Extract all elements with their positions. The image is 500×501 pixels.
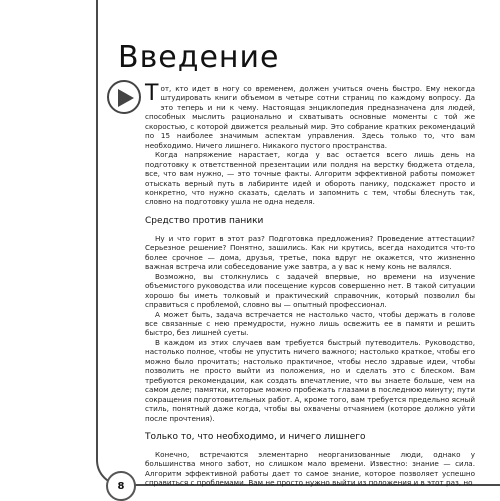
section-heading-panic: Средство против паники	[145, 215, 264, 226]
intro-paragraph-1: Тот, кто идет в ногу со временем, должен учиться очень быстро. Ему некогда штудировать книги объемом в четыре сотни страниц по каждому вопросу. Да это теперь и ни к чему. Настоящая энциклопедия предназначена для людей, способных мыслить рационально и схватывать основные моменты с той же скоростью, с которой движется реальный мир. Это собрание кратких рекомендаций по 15 наиболее значимым аспектам управления. Здесь только то, что вам необходимо. Ничего лишнего. Никакого пустого пространства.	[145, 81, 475, 150]
intro-paragraph-2: Когда напряжение нарастает, когда у вас остается всего лишь день на подготовку к ответственной презентации или полдня на верстку бюджета отдела, все, что вам нужно, — это точные факты. Алгоритм эффективной работы поможет отыскать верный путь в лабиринте идей и обороть панику, подскажет просто и конкретно, что нужно сказать, сделать и запомнить с тем, чтобы блеснуть так, словно на подготовку ушла не одна неделя.	[145, 150, 475, 207]
panic-paragraph-3: А может быть, задача встречается не настолько часто, чтобы держать в голове все связанные с нею премудрости, нужно лишь освежить ее в памяти и решить быстро, без лишней суеты.	[145, 309, 475, 338]
page-number: 8	[106, 471, 136, 501]
panic-paragraph-1: Ну и что горит в этот раз? Подготовка предложения? Проведение аттестации? Серьезное решение? Понятно, зашились. Как ни крутись, всегда находится что-то более срочное — дома, друзья, третье, пока вдруг не окажется, что жизненно важная встреча или собеседование уже завтра, а у вас к нему конь не валялся.	[145, 233, 475, 272]
essentials-paragraph-1: Конечно, встречаются элементарно неорганизованные люди, однако у большинства много забот, но слишком мало времени. Известно: знание — сила. Алгоритм эффективной работы дает то самое знание, которое позволяет успешно справиться с проблемами. Вам не просто нужно выйти из положения и в этот раз, но	[145, 449, 475, 488]
section-heading-essentials: Только то, что необходимо, и ничего лишнего	[145, 431, 366, 442]
play-badge	[107, 80, 141, 114]
play-icon	[117, 88, 135, 108]
panic-paragraph-2: Возможно, вы столкнулись с задачей впервые, но времени на изучение объемистого руководства или посещение курсов совершенно нет. В такой ситуации хорошо бы иметь толковый и практический справочник, который позволил бы справиться с проблемой, словно вы — опытный профессионал.	[145, 271, 475, 310]
page-title: Введение	[118, 40, 280, 75]
article-body	[145, 81, 475, 488]
drop-cap: Т	[145, 81, 159, 106]
panic-paragraph-4: В каждом из этих случаев вам требуется быстрый путеводитель. Руководство, настолько полное, чтобы не упустить ничего важного; настолько краткое, чтобы его можно было прочитать; настолько практичное, чтобы несло здравые идеи, чтобы позволить не просто выйти из положения, но и сделать это с блеском. Вам требуются рекомендации, как создать впечатление, что вы знаете больше, чем на самом деле; памятки, которые можно пробежать глазами в последнюю минуту; пути сокращения подготовительных работ. А, кроме того, вам требуется предельно ясный стиль, понятный даже когда, чтобы вы охвачены отчаянием (которое должно уйти после прочтения).	[145, 337, 475, 423]
